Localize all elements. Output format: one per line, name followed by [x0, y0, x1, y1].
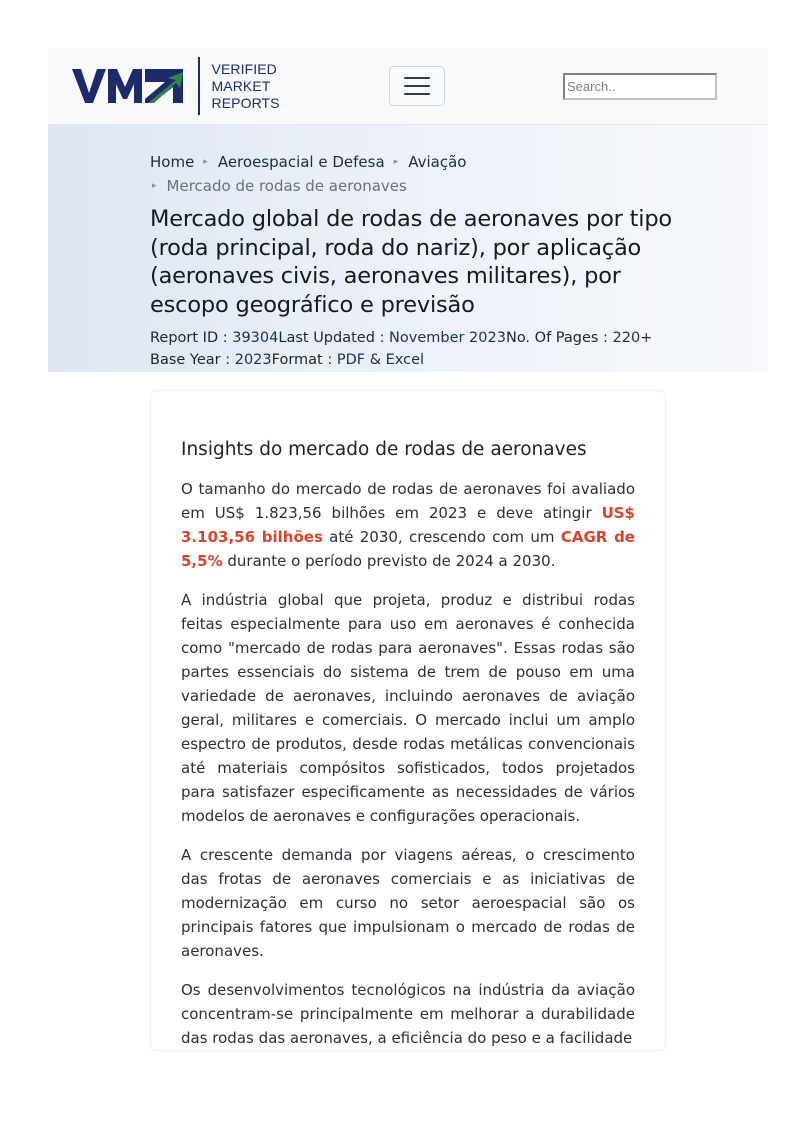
- logo-line: MARKET: [211, 77, 271, 94]
- paragraph-text: até 2030, crescendo com um: [322, 528, 561, 546]
- breadcrumb-subcategory-link[interactable]: Aviação: [408, 153, 467, 171]
- paragraph-text: O tamanho do mercado de rodas de aeronaves foi avaliado em US$ 1.823,56 bilhões em 2023 e deve atingir: [181, 480, 635, 522]
- hamburger-icon: [404, 77, 430, 79]
- search-input[interactable]: [563, 73, 717, 100]
- breadcrumb: [150, 150, 466, 198]
- format-label: Format :: [271, 352, 337, 368]
- breadcrumb-home-link[interactable]: Home: [150, 153, 195, 171]
- chevron-right-icon: ▸: [152, 181, 157, 191]
- pages-label: No. Of Pages :: [505, 330, 613, 346]
- insights-paragraph: Os desenvolvimentos tecnológicos na indústria da aviação concentram-se principalmente em melhorar a durabilidade das rodas das aeronaves, a eficiência do peso e a facilidade: [181, 981, 635, 1047]
- breadcrumb-current: Mercado de rodas de aeronaves: [166, 177, 407, 195]
- last-updated-label: Last Updated :: [278, 330, 390, 346]
- cagr-highlight: CAGR de 5,5%: [181, 528, 635, 570]
- pages-value: 220+: [612, 330, 653, 346]
- page-title: Mercado global de rodas de aeronaves por tipo (roda principal, roda do nariz), por aplicação (aeronaves civis, aeronaves militares), por escopo geográfico e previsão: [150, 206, 672, 318]
- insights-paragraph: A indústria global que projeta, produz e distribui rodas feitas especialmente para uso em aeronaves é conhecida como "mercado de rodas para aeronaves". Essas rodas são partes essenciais do sistema de trem de pouso em uma variedade de aeronaves, incluindo aeronaves de aviação geral, militares e comerciais. O mercado inclui um amplo espectro de produtos, desde rodas metálicas convencionais até materiais compósitos sofisticados, todos projetados para satisfazer especificamente as necessidades de vários modelos de aeronaves e configurações operacionais.: [181, 591, 635, 825]
- hamburger-icon: [404, 85, 430, 87]
- report-meta-row: [150, 349, 652, 371]
- report-id-label: Report ID :: [150, 330, 233, 346]
- hamburger-icon: [404, 93, 430, 95]
- last-updated-value: November 2023: [389, 330, 506, 346]
- base-year-label: Base Year :: [150, 352, 235, 368]
- insights-heading: Insights do mercado de rodas de aeronaves: [181, 439, 587, 460]
- logo-divider: [198, 57, 200, 115]
- logo-line: REPORTS: [211, 94, 280, 111]
- insights-card: [150, 390, 666, 1051]
- vmr-logo[interactable]: [72, 57, 280, 115]
- base-year-value: 2023: [234, 352, 272, 368]
- breadcrumb-category-link[interactable]: Aeroespacial e Defesa: [217, 153, 385, 171]
- menu-toggle-button[interactable]: [389, 66, 445, 106]
- chevron-right-icon: ▸: [393, 157, 399, 167]
- insights-paragraph: A crescente demanda por viagens aéreas, o crescimento das frotas de aeronaves comerciais e as iniciativas de modernização em curso no setor aeroespacial são os principais fatores que impulsionam o mercado de rodas de aeronaves.: [181, 846, 635, 960]
- vmr-logo-mark-icon: [72, 66, 184, 106]
- report-hero: [48, 125, 768, 372]
- insights-body: [181, 477, 635, 1051]
- report-meta: [150, 327, 652, 371]
- report-meta-row: [150, 327, 652, 349]
- paragraph-text: durante o período previsto de 2024 a 2030.: [222, 552, 556, 570]
- logo-wordmark: [212, 61, 280, 112]
- report-id-value: 39304: [232, 330, 279, 346]
- site-header: [48, 48, 768, 125]
- market-value-highlight: US$ 3.103,56 bilhões: [181, 504, 635, 546]
- format-value: PDF & Excel: [336, 352, 425, 368]
- chevron-right-icon: ▸: [203, 157, 208, 167]
- logo-line: VERIFIED: [211, 60, 277, 77]
- insights-paragraph: [181, 477, 635, 573]
